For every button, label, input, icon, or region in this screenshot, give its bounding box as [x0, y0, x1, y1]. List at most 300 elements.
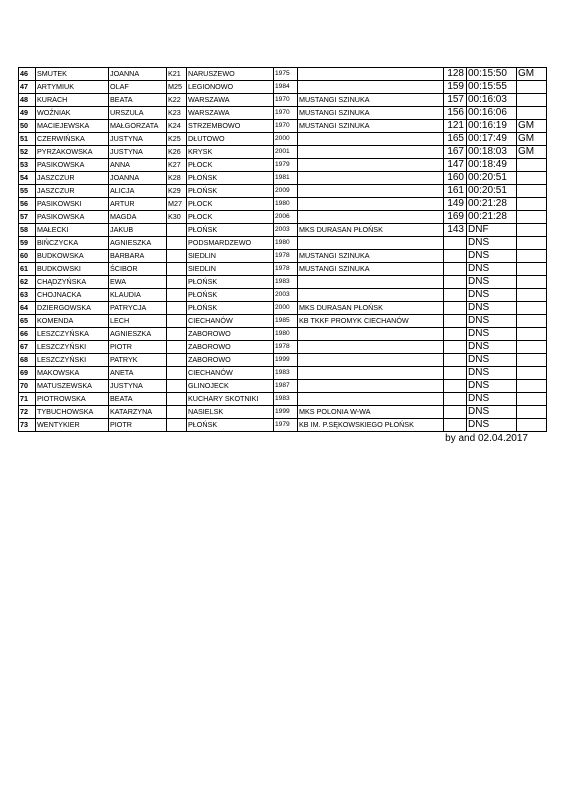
city-cell: CIECHANÓW	[187, 367, 274, 380]
note-cell	[517, 94, 547, 107]
note-cell	[517, 315, 547, 328]
time-cell: 00:16:06	[467, 107, 517, 120]
firstname-cell: ANNA	[109, 159, 167, 172]
category-cell: K26	[167, 146, 187, 159]
table-row	[19, 380, 547, 393]
place-cell: 59	[19, 237, 36, 250]
place-cell: 49	[19, 107, 36, 120]
table-row	[19, 107, 547, 120]
time-cell: 00:17:49	[467, 133, 517, 146]
surname-cell: WOŹNIAK	[36, 107, 109, 120]
note-cell: GM	[517, 146, 547, 159]
bib-cell	[444, 406, 467, 419]
table-row	[19, 172, 547, 185]
surname-cell: PASIKOWSKA	[36, 159, 109, 172]
surname-cell: JASZCZUR	[36, 185, 109, 198]
place-cell: 68	[19, 354, 36, 367]
place-cell: 58	[19, 224, 36, 237]
note-cell: GM	[517, 120, 547, 133]
city-cell: ZABOROWO	[187, 328, 274, 341]
category-cell: K25	[167, 133, 187, 146]
surname-cell: PYRZAKOWSKA	[36, 146, 109, 159]
city-cell: SIEDLIN	[187, 250, 274, 263]
bib-cell	[444, 289, 467, 302]
time-cell: DNS	[467, 341, 517, 354]
table-row	[19, 250, 547, 263]
place-cell: 65	[19, 315, 36, 328]
time-cell: DNS	[467, 419, 517, 432]
club-cell: MUSTANGI SZINUKA	[298, 107, 444, 120]
category-cell: K29	[167, 185, 187, 198]
birth-year-cell: 1970	[274, 107, 298, 120]
club-cell: MKS DURASAN PŁOŃSK	[298, 302, 444, 315]
club-cell: MUSTANGI SZINUKA	[298, 94, 444, 107]
firstname-cell: BEATA	[109, 393, 167, 406]
surname-cell: PASIKOWSKA	[36, 211, 109, 224]
table-row	[19, 341, 547, 354]
bib-cell: 159	[444, 81, 467, 94]
club-cell	[298, 133, 444, 146]
city-cell: ZABOROWO	[187, 341, 274, 354]
table-row	[19, 68, 547, 81]
place-cell: 71	[19, 393, 36, 406]
category-cell: K28	[167, 172, 187, 185]
place-cell: 61	[19, 263, 36, 276]
birth-year-cell: 2003	[274, 289, 298, 302]
bib-cell	[444, 263, 467, 276]
place-cell: 50	[19, 120, 36, 133]
time-cell: DNS	[467, 302, 517, 315]
category-cell	[167, 380, 187, 393]
city-cell: ZABOROWO	[187, 354, 274, 367]
surname-cell: PASIKOWSKI	[36, 198, 109, 211]
club-cell	[298, 185, 444, 198]
bib-cell	[444, 302, 467, 315]
city-cell: NARUSZEWO	[187, 68, 274, 81]
club-cell	[298, 146, 444, 159]
time-cell: DNS	[467, 354, 517, 367]
bib-cell	[444, 341, 467, 354]
place-cell: 60	[19, 250, 36, 263]
table-row	[19, 159, 547, 172]
birth-year-cell: 1981	[274, 172, 298, 185]
note-cell	[517, 354, 547, 367]
city-cell: KRYSK	[187, 146, 274, 159]
firstname-cell: JUSTYNA	[109, 133, 167, 146]
birth-year-cell: 1999	[274, 354, 298, 367]
place-cell: 63	[19, 289, 36, 302]
surname-cell: KURACH	[36, 94, 109, 107]
bib-cell: 161	[444, 185, 467, 198]
city-cell: PŁOŃSK	[187, 302, 274, 315]
city-cell: PŁOŃSK	[187, 172, 274, 185]
birth-year-cell: 2009	[274, 185, 298, 198]
city-cell: WARSZAWA	[187, 94, 274, 107]
time-cell: DNF	[467, 224, 517, 237]
birth-year-cell: 1978	[274, 341, 298, 354]
surname-cell: MAŁECKI	[36, 224, 109, 237]
time-cell: DNS	[467, 315, 517, 328]
table-row	[19, 81, 547, 94]
place-cell: 46	[19, 68, 36, 81]
firstname-cell: AGNIESZKA	[109, 237, 167, 250]
surname-cell: CHOJNACKA	[36, 289, 109, 302]
birth-year-cell: 1999	[274, 406, 298, 419]
club-cell: MKS POLONIA W-WA	[298, 406, 444, 419]
place-cell: 73	[19, 419, 36, 432]
note-cell	[517, 276, 547, 289]
birth-year-cell: 1978	[274, 250, 298, 263]
bib-cell	[444, 419, 467, 432]
table-row	[19, 133, 547, 146]
club-cell	[298, 198, 444, 211]
table-row	[19, 146, 547, 159]
firstname-cell: ANETA	[109, 367, 167, 380]
city-cell: CIECHANÓW	[187, 315, 274, 328]
note-cell	[517, 341, 547, 354]
place-cell: 52	[19, 146, 36, 159]
birth-year-cell: 1983	[274, 367, 298, 380]
time-cell: 00:16:19	[467, 120, 517, 133]
bib-cell	[444, 315, 467, 328]
note-cell	[517, 211, 547, 224]
bib-cell: 121	[444, 120, 467, 133]
note-cell	[517, 250, 547, 263]
firstname-cell: KATARZYNA	[109, 406, 167, 419]
place-cell: 57	[19, 211, 36, 224]
club-cell	[298, 211, 444, 224]
note-cell	[517, 237, 547, 250]
place-cell: 53	[19, 159, 36, 172]
table-row	[19, 263, 547, 276]
note-cell	[517, 289, 547, 302]
category-cell: K24	[167, 120, 187, 133]
surname-cell: TYBUCHOWSKA	[36, 406, 109, 419]
category-cell	[167, 250, 187, 263]
place-cell: 72	[19, 406, 36, 419]
birth-year-cell: 2000	[274, 133, 298, 146]
time-cell: 00:20:51	[467, 172, 517, 185]
birth-year-cell: 1978	[274, 263, 298, 276]
time-cell: DNS	[467, 367, 517, 380]
club-cell: MUSTANGI SZINUKA	[298, 120, 444, 133]
time-cell: 00:18:03	[467, 146, 517, 159]
category-cell: K22	[167, 94, 187, 107]
birth-year-cell: 1983	[274, 276, 298, 289]
place-cell: 54	[19, 172, 36, 185]
category-cell	[167, 224, 187, 237]
club-cell: KB IM. P.SĘKOWSKIEGO PŁOŃSK	[298, 419, 444, 432]
time-cell: DNS	[467, 328, 517, 341]
note-cell	[517, 81, 547, 94]
time-cell: 00:21:28	[467, 198, 517, 211]
firstname-cell: MAŁGORZATA	[109, 120, 167, 133]
category-cell: K21	[167, 68, 187, 81]
place-cell: 51	[19, 133, 36, 146]
category-cell	[167, 276, 187, 289]
club-cell	[298, 328, 444, 341]
city-cell: PŁOŃSK	[187, 224, 274, 237]
note-cell	[517, 380, 547, 393]
surname-cell: BUDKOWSKI	[36, 263, 109, 276]
firstname-cell: PIOTR	[109, 419, 167, 432]
category-cell	[167, 289, 187, 302]
city-cell: PŁOŃSK	[187, 419, 274, 432]
birth-year-cell: 1975	[274, 68, 298, 81]
firstname-cell: MAGDA	[109, 211, 167, 224]
category-cell: K27	[167, 159, 187, 172]
surname-cell: PIOTROWSKA	[36, 393, 109, 406]
time-cell: 00:21:28	[467, 211, 517, 224]
place-cell: 55	[19, 185, 36, 198]
bib-cell: 156	[444, 107, 467, 120]
birth-year-cell: 1979	[274, 419, 298, 432]
birth-year-cell: 1980	[274, 328, 298, 341]
time-cell: 00:18:49	[467, 159, 517, 172]
category-cell	[167, 328, 187, 341]
firstname-cell: EWA	[109, 276, 167, 289]
table-row	[19, 367, 547, 380]
firstname-cell: URSZULA	[109, 107, 167, 120]
note-cell	[517, 107, 547, 120]
city-cell: PŁOCK	[187, 159, 274, 172]
table-row	[19, 289, 547, 302]
birth-year-cell: 2000	[274, 302, 298, 315]
category-cell	[167, 302, 187, 315]
note-cell	[517, 159, 547, 172]
city-cell: SIEDLIN	[187, 263, 274, 276]
firstname-cell: BEATA	[109, 94, 167, 107]
table-row	[19, 224, 547, 237]
club-cell	[298, 276, 444, 289]
birth-year-cell: 1979	[274, 159, 298, 172]
table-row	[19, 237, 547, 250]
firstname-cell: ŚCIBOR	[109, 263, 167, 276]
category-cell: K23	[167, 107, 187, 120]
note-cell	[517, 302, 547, 315]
city-cell: STRZEMBOWO	[187, 120, 274, 133]
category-cell: M27	[167, 198, 187, 211]
surname-cell: KOMENDA	[36, 315, 109, 328]
note-cell	[517, 328, 547, 341]
city-cell: PŁOŃSK	[187, 276, 274, 289]
time-cell: DNS	[467, 237, 517, 250]
surname-cell: CZERWIŃSKA	[36, 133, 109, 146]
club-cell: MKS DURASAN PŁOŃSK	[298, 224, 444, 237]
birth-year-cell: 1984	[274, 81, 298, 94]
bib-cell: 169	[444, 211, 467, 224]
birth-year-cell: 1970	[274, 94, 298, 107]
table-row	[19, 120, 547, 133]
place-cell: 69	[19, 367, 36, 380]
club-cell: MUSTANGI SZINUKA	[298, 250, 444, 263]
table-row	[19, 419, 547, 432]
time-cell: 00:20:51	[467, 185, 517, 198]
bib-cell: 147	[444, 159, 467, 172]
bib-cell: 143	[444, 224, 467, 237]
club-cell	[298, 354, 444, 367]
surname-cell: BUDKOWSKA	[36, 250, 109, 263]
category-cell	[167, 393, 187, 406]
birth-year-cell: 2006	[274, 211, 298, 224]
city-cell: PŁOCK	[187, 198, 274, 211]
club-cell	[298, 81, 444, 94]
club-cell: KB TKKF PROMYK CIECHANÓW	[298, 315, 444, 328]
firstname-cell: AGNIESZKA	[109, 328, 167, 341]
birth-year-cell: 2003	[274, 224, 298, 237]
table-row	[19, 328, 547, 341]
time-cell: DNS	[467, 289, 517, 302]
category-cell	[167, 263, 187, 276]
note-cell	[517, 367, 547, 380]
birth-year-cell: 2001	[274, 146, 298, 159]
club-cell	[298, 237, 444, 250]
time-cell: DNS	[467, 380, 517, 393]
time-cell: 00:15:50	[467, 68, 517, 81]
category-cell: K30	[167, 211, 187, 224]
firstname-cell: ALICJA	[109, 185, 167, 198]
surname-cell: BIŃCZYCKA	[36, 237, 109, 250]
surname-cell: JASZCZUR	[36, 172, 109, 185]
table-row	[19, 198, 547, 211]
note-cell	[517, 224, 547, 237]
surname-cell: MATUSZEWSKA	[36, 380, 109, 393]
birth-year-cell: 1983	[274, 393, 298, 406]
note-cell	[517, 185, 547, 198]
firstname-cell: OLAF	[109, 81, 167, 94]
time-cell: DNS	[467, 263, 517, 276]
club-cell	[298, 380, 444, 393]
time-cell: DNS	[467, 406, 517, 419]
table-row	[19, 94, 547, 107]
place-cell: 47	[19, 81, 36, 94]
firstname-cell: JUSTYNA	[109, 380, 167, 393]
bib-cell	[444, 328, 467, 341]
table-row	[19, 315, 547, 328]
place-cell: 64	[19, 302, 36, 315]
club-cell	[298, 68, 444, 81]
club-cell: MUSTANGI SZINUKA	[298, 263, 444, 276]
time-cell: DNS	[467, 250, 517, 263]
bib-cell	[444, 380, 467, 393]
table-row	[19, 354, 547, 367]
bib-cell: 149	[444, 198, 467, 211]
surname-cell: WENTYKIER	[36, 419, 109, 432]
category-cell	[167, 341, 187, 354]
time-cell: DNS	[467, 393, 517, 406]
surname-cell: LESZCZYŃSKI	[36, 341, 109, 354]
birth-year-cell: 1987	[274, 380, 298, 393]
surname-cell: LESZCZYŃSKI	[36, 354, 109, 367]
bib-cell: 128	[444, 68, 467, 81]
table-row	[19, 302, 547, 315]
bib-cell	[444, 237, 467, 250]
birth-year-cell: 1980	[274, 198, 298, 211]
city-cell: WARSZAWA	[187, 107, 274, 120]
note-cell	[517, 419, 547, 432]
firstname-cell: LECH	[109, 315, 167, 328]
firstname-cell: BARBARA	[109, 250, 167, 263]
firstname-cell: JAKUB	[109, 224, 167, 237]
note-cell	[517, 172, 547, 185]
club-cell	[298, 367, 444, 380]
note-cell	[517, 263, 547, 276]
note-cell	[517, 198, 547, 211]
bib-cell	[444, 367, 467, 380]
surname-cell: MACIEJEWSKA	[36, 120, 109, 133]
firstname-cell: ARTUR	[109, 198, 167, 211]
birth-year-cell: 1985	[274, 315, 298, 328]
birth-year-cell: 1970	[274, 120, 298, 133]
note-cell: GM	[517, 68, 547, 81]
bib-cell	[444, 276, 467, 289]
city-cell: NASIELSK	[187, 406, 274, 419]
note-cell	[517, 393, 547, 406]
category-cell	[167, 315, 187, 328]
city-cell: LEGIONOWO	[187, 81, 274, 94]
club-cell	[298, 159, 444, 172]
bib-cell: 167	[444, 146, 467, 159]
results-body	[19, 68, 547, 432]
surname-cell: ARTYMIUK	[36, 81, 109, 94]
club-cell	[298, 289, 444, 302]
bib-cell	[444, 354, 467, 367]
results-table	[18, 67, 547, 432]
category-cell	[167, 406, 187, 419]
surname-cell: MAKOWSKA	[36, 367, 109, 380]
time-cell: 00:16:03	[467, 94, 517, 107]
bib-cell: 160	[444, 172, 467, 185]
surname-cell: DZIERGOWSKA	[36, 302, 109, 315]
birth-year-cell: 1980	[274, 237, 298, 250]
bib-cell	[444, 393, 467, 406]
category-cell	[167, 237, 187, 250]
firstname-cell: JOANNA	[109, 172, 167, 185]
surname-cell: CHĄDZYŃSKA	[36, 276, 109, 289]
category-cell	[167, 367, 187, 380]
note-cell	[517, 406, 547, 419]
club-cell	[298, 172, 444, 185]
place-cell: 66	[19, 328, 36, 341]
note-cell: GM	[517, 133, 547, 146]
table-row	[19, 276, 547, 289]
city-cell: PŁOCK	[187, 211, 274, 224]
time-cell: DNS	[467, 276, 517, 289]
place-cell: 48	[19, 94, 36, 107]
city-cell: PODSMARDZEWO	[187, 237, 274, 250]
surname-cell: LESZCZYŃSKA	[36, 328, 109, 341]
place-cell: 70	[19, 380, 36, 393]
club-cell	[298, 341, 444, 354]
bib-cell	[444, 250, 467, 263]
table-row	[19, 406, 547, 419]
firstname-cell: PATRYCJA	[109, 302, 167, 315]
bib-cell: 165	[444, 133, 467, 146]
club-cell	[298, 393, 444, 406]
surname-cell: SMUTEK	[36, 68, 109, 81]
firstname-cell: PATRYK	[109, 354, 167, 367]
firstname-cell: JUSTYNA	[109, 146, 167, 159]
place-cell: 56	[19, 198, 36, 211]
city-cell: KUCHARY SKOTNIKI	[187, 393, 274, 406]
bib-cell: 157	[444, 94, 467, 107]
place-cell: 62	[19, 276, 36, 289]
category-cell	[167, 419, 187, 432]
city-cell: DŁUTOWO	[187, 133, 274, 146]
firstname-cell: PIOTR	[109, 341, 167, 354]
firstname-cell: KLAUDIA	[109, 289, 167, 302]
city-cell: PŁOŃSK	[187, 185, 274, 198]
